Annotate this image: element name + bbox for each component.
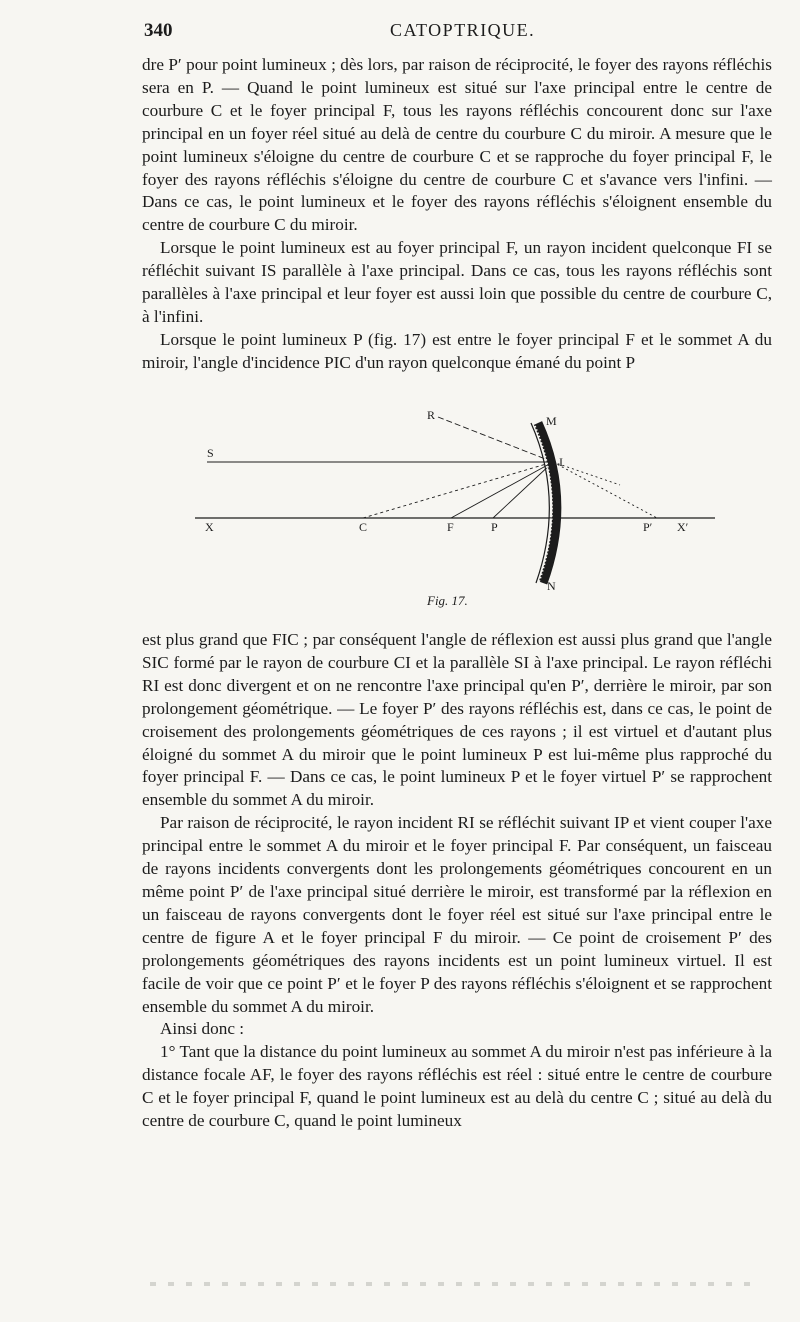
- label-m: M: [546, 414, 557, 428]
- figure-17: [195, 405, 735, 610]
- paragraph: Ainsi donc :: [160, 1019, 245, 1039]
- label-p-prime: P′: [643, 520, 653, 534]
- label-c: C: [359, 520, 368, 534]
- paragraph: est plus grand que FIC ; par conséquent l'angle de réflexion est aussi plus grand que l'angle SIC formé par le rayon de courbure CI et la parallèle SI à l'axe principal. Le rayon réfléchi RI est donc divergent et on ne rencontre l'axe principal qu'en P′, derrière le miroir, par son prolongement géométrique. — Le foyer P′ des rayons réfléchis est, dans ce cas, le point de croisement des prolongements géométriques de ces rayons ; il est virtuel et d'autant plus éloigné du sommet A du miroir que le point lumineux P est lui-même plus rapproché du foyer principal F. — Dans ce cas, le point lumineux P et le foyer virtuel P′ se rapprochent ensemble du sommet A du miroir.: [142, 630, 772, 810]
- ray-ri: [438, 417, 553, 462]
- label-s: S: [207, 446, 214, 460]
- label-r: R: [427, 408, 436, 422]
- paragraph: Lorsque le point lumineux est au foyer principal F, un rayon incident quelconque FI se réfléchit suivant IS parallèle à l'axe principal. Dans ce cas, tous les rayons réfléchis sont parallèles à l'axe principal et leur foyer est aussi loin que possible du centre de courbure C, à l'infini.: [142, 238, 772, 326]
- label-i: I: [559, 455, 563, 469]
- label-p: P: [491, 520, 498, 534]
- paragraph: Lorsque le point lumineux P (fig. 17) est entre le foyer principal F et le sommet A du miroir, l'angle d'incidence PIC d'un rayon quelconque émané du point P: [142, 329, 772, 372]
- paragraph: 1° Tant que la distance du point lumineux au sommet A du miroir n'est pas inférieure à la distance focale AF, le foyer des rayons réfléchis est réel : situé entre le centre de courbure C et le foyer principal F, quand le point lumineux est au delà du centre C ; situé au delà du centre de courbure C, quand le point lumineux: [142, 1042, 772, 1131]
- ray-ci: [363, 462, 553, 518]
- page-header: [144, 20, 770, 46]
- paragraph: dre P′ pour point lumineux ; dès lors, par raison de réciprocité, le foyer des rayons réfléchis sera en P. — Quand le point lumineux est situé sur l'axe principal entre le centre de courbure C et le foyer principal F, tous les rayons réfléchis concourent donc sur l'axe principal en un foyer réel situé au delà de centre du courbure C du miroir. A mesure que le point lumineux s'éloigne du centre de courbure C et se rapproche du foyer principal F, le foyer des rayons réfléchis s'éloigne du centre de courbure C et s'avance vers l'infini. — Dans ce cas, le point lumineux et le foyer des rayons réfléchis s'éloignent ensemble du centre de courbure C du miroir.: [142, 55, 772, 235]
- paragraph: Par raison de réciprocité, le rayon incident RI se réfléchit suivant IP et vient couper l'axe principal entre le sommet A du miroir et le foyer principal F. Par conséquent, un faisceau de rayons incidents convergents dont les prolongements géométriques concourent en un même point P′ de l'axe principal situé derrière le miroir, est transformé par la réflexion en un faisceau de rayons convergents dont le foyer réel est situé sur l'axe principal entre le centre de figure A et le foyer principal F du miroir. — Ce point de croisement P′ des prolongements géométriques des rayons incidents est un point lumineux virtuel. Il est facile de voir que ce point P′ et le foyer P des rayons réfléchis s'éloignent et se rapprochent ensemble du sommet A du miroir.: [142, 813, 772, 1016]
- text-block-bottom: [142, 629, 772, 1133]
- mirror-diagram: [195, 405, 735, 610]
- running-title: CATOPTRIQUE.: [390, 20, 536, 40]
- label-n: N: [547, 579, 556, 593]
- print-smudge: [150, 1282, 760, 1286]
- text-block-top: [142, 54, 772, 375]
- label-f: F: [447, 520, 454, 534]
- ray-virtual-2: [553, 462, 620, 485]
- label-x: X: [205, 520, 214, 534]
- ray-virtual: [553, 462, 657, 518]
- label-x-prime: X′: [677, 520, 689, 534]
- figure-caption: Fig. 17.: [427, 593, 468, 608]
- page-number: 340: [144, 20, 173, 41]
